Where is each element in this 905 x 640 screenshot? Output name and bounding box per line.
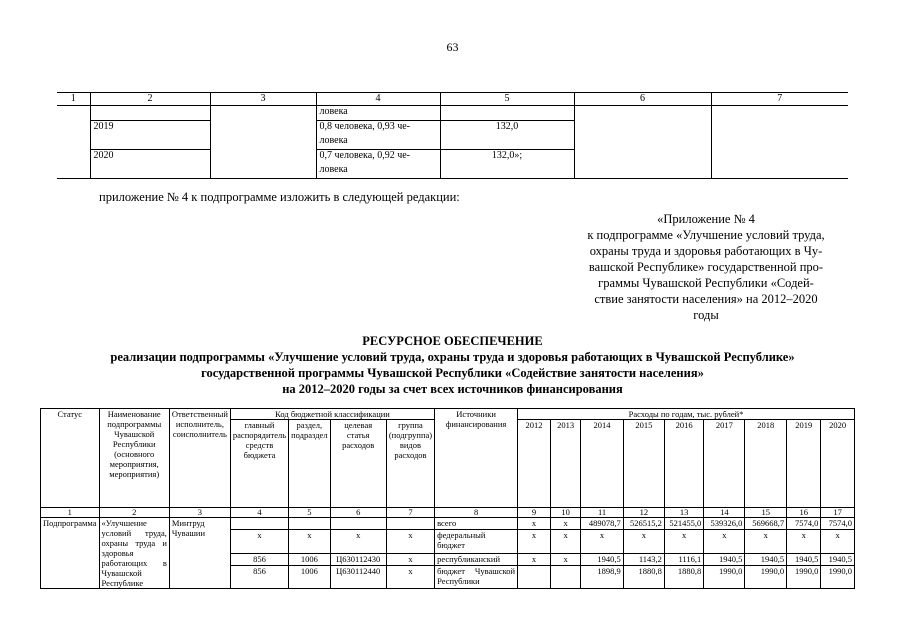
table-row: ловека <box>57 106 848 121</box>
status-cell: Подпрограмма <box>41 518 100 589</box>
header-status: Статус <box>41 409 100 508</box>
table-header-row: главный распорядитель средств бюджета раздел, подраздел целевая статья расходов группа (подгруппа) видов расходов 2012 2013 2014 2015 2016 2017 2018 2019 2020 <box>41 420 855 508</box>
table-row: ловека <box>57 135 848 150</box>
table-row: x x x x федеральный бюджет x x x x x x x x x <box>41 530 855 553</box>
document-subtitle-line: реализации подпрограммы «Улучшение условий труда, охраны труда и здоровья работающих в Чувашской Республике» <box>110 350 795 364</box>
column-number-row: 1 2 3 4 5 6 7 8 9 10 11 12 13 14 15 16 17 <box>41 508 855 518</box>
header-sources: Источники финансирования <box>435 409 518 508</box>
document-subtitle-line: государственной программы Чувашской Республики «Содействие занятости населения» <box>201 366 704 380</box>
table-row: ловека <box>57 164 848 179</box>
header-expenses: Расходы по годам, тыс. рублей* <box>518 409 855 420</box>
table-header-row: 1 2 3 4 5 6 7 <box>57 93 848 106</box>
instruction-paragraph: приложение № 4 к подпрограмме изложить в следующей редакции: <box>99 190 460 204</box>
header-executor: Ответственный исполнитель, соисполнитель <box>169 409 230 508</box>
table-row: 2019 0,8 человека, 0,93 че- 132,0 <box>57 121 848 136</box>
executor-cell: Минтруд Чувашии <box>169 518 230 589</box>
document-subtitle-line: на 2012–2020 годы за счет всех источников финансирования <box>282 382 623 396</box>
table-row: 856 1006 Ц630112430 x республиканский x x 1940,5 1143,2 1116,1 1940,5 1940,5 1940,5 1940,5 <box>41 553 855 565</box>
name-cell: «Улучшение условий труда, охраны труда и здоровья работающих в Чувашской Республике <box>99 518 169 589</box>
table-row: 856 1006 Ц630112440 x бюджет Чувашской Республики 1898,9 1880,8 1880,8 1990,0 1990,0 1990,0 1990,0 <box>41 565 855 588</box>
continued-table <box>57 92 848 179</box>
table-row: 2020 0,7 человека, 0,92 че- 132,0»; <box>57 150 848 165</box>
header-budget-code: Код бюджетной классификации <box>230 409 434 420</box>
page-number: 63 <box>446 40 459 54</box>
document-title: РЕСУРСНОЕ ОБЕСПЕЧЕНИЕ <box>362 334 543 348</box>
appendix-header: «Приложение № 4 к подпрограмме «Улучшение условий труда, охраны труда и здоровья работающих в Чу- вашской Республике» государственной про- граммы Чувашской Республики «Содей- ствие занятости населения» на 2012–2020 годы <box>587 212 825 322</box>
table-row: Подпрограмма «Улучшение условий труда, охраны труда и здоровья работающих в Чувашской Республике Минтруд Чувашии всего x x 489078,7 526515,2 521455,0 539326,0 569668,7 7574,0 7574,0 <box>41 518 855 530</box>
resource-table <box>40 408 855 589</box>
table-header-row <box>41 409 855 420</box>
header-name: Наименование подпрограммы Чувашской Республики (основного мероприятия, мероприятия) <box>99 409 169 508</box>
